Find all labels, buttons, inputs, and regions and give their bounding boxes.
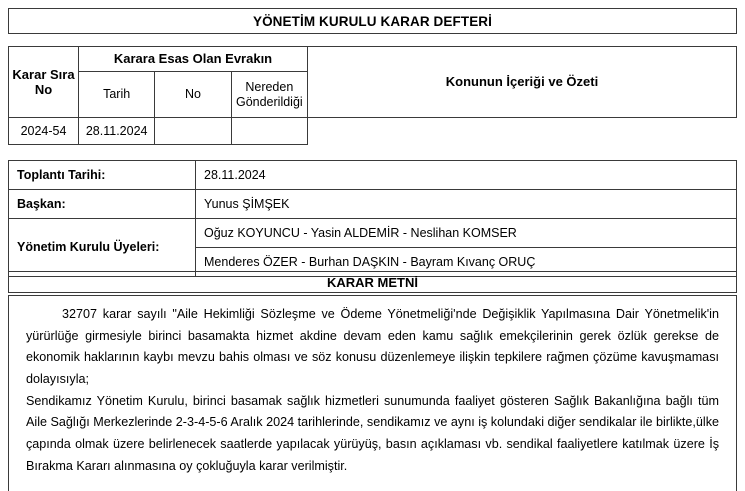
cell-tarih: 28.11.2024 bbox=[79, 118, 155, 145]
decision-header-table bbox=[8, 46, 737, 145]
table-row bbox=[9, 118, 737, 145]
decision-paragraph-1: 32707 karar sayılı "Aile Hekimliği Sözleşme ve Ödeme Yönetmeliği'nde Değişiklik Yapılmasına Dair Yönetmelik'in yürürlüğe girmesiyle birinci basamakta hizmet akdine devam eden kamu sağlık emekçilerinin gerek özlük gerekse de ekonomik haklarının kaybı mevzu bahis olması ve söz konusu düzenlemeye ilişkin tepkilere rağmen çözüme kavuşmaması dolayısıyla; bbox=[26, 307, 719, 386]
document-title: YÖNETİM KURULU KARAR DEFTERİ bbox=[252, 13, 493, 29]
value-baskan: Yunus ŞİMŞEK bbox=[196, 190, 737, 219]
value-yonetim-kurulu-uyeleri-line-1: Oğuz KOYUNCU - Yasin ALDEMİR - Neslihan KOMSER bbox=[196, 219, 737, 248]
column-header-tarih: Tarih bbox=[79, 72, 155, 118]
label-toplanti-tarihi: Toplantı Tarihi: bbox=[9, 161, 196, 190]
value-toplanti-tarihi: 28.11.2024 bbox=[196, 161, 737, 190]
cell-no bbox=[155, 118, 231, 145]
column-header-konunun-icerigi-ve-ozeti: Konunun İçeriği ve Özeti bbox=[308, 47, 737, 118]
meeting-info-table bbox=[8, 160, 737, 277]
label-baskan: Başkan: bbox=[9, 190, 196, 219]
table-row bbox=[9, 47, 737, 72]
decision-text-body bbox=[8, 295, 737, 491]
table-row bbox=[9, 219, 737, 248]
cell-karar-sira-no: 2024-54 bbox=[9, 118, 79, 145]
document-title-box bbox=[8, 8, 737, 34]
value-yonetim-kurulu-uyeleri-line-2: Menderes ÖZER - Burhan DAŞKIN - Bayram Kıvanç ORUÇ bbox=[196, 248, 737, 277]
column-header-karar-sira-no: Karar Sıra No bbox=[9, 47, 79, 118]
cell-nereden-gonderildigi bbox=[231, 118, 307, 145]
column-header-no: No bbox=[155, 72, 231, 118]
label-yonetim-kurulu-uyeleri: Yönetim Kurulu Üyeleri: bbox=[9, 219, 196, 277]
table-row bbox=[9, 161, 737, 190]
decision-text-heading: KARAR METNİ bbox=[327, 274, 418, 290]
table-row bbox=[9, 190, 737, 219]
decision-text-heading-box bbox=[8, 271, 737, 293]
column-header-karara-esas-olan-evrakin: Karara Esas Olan Evrakın bbox=[79, 47, 308, 72]
decision-paragraph-2: Sendikamız Yönetim Kurulu, birinci basamak sağlık hizmetleri sunumunda faaliyet gösteren Sağlık Bakanlığına bağlı tüm Aile Sağlığı Merkezlerinde 2-3-4-5-6 Aralık 2024 tarihlerinde, sendikamız ve aynı iş kolundaki diğer sendikalar ile birlikte,ülke çapında olmak üzere belirlenecek saatlerde yapılacak yürüyüş, basın açıklaması vb. sendikal faaliyetlere katılmak üzere İş Bırakma Kararı alınmasına oy çokluğuyla karar verilmiştir. bbox=[26, 393, 720, 473]
column-header-nereden-gonderildigi: Nereden Gönderildiği bbox=[231, 72, 307, 118]
